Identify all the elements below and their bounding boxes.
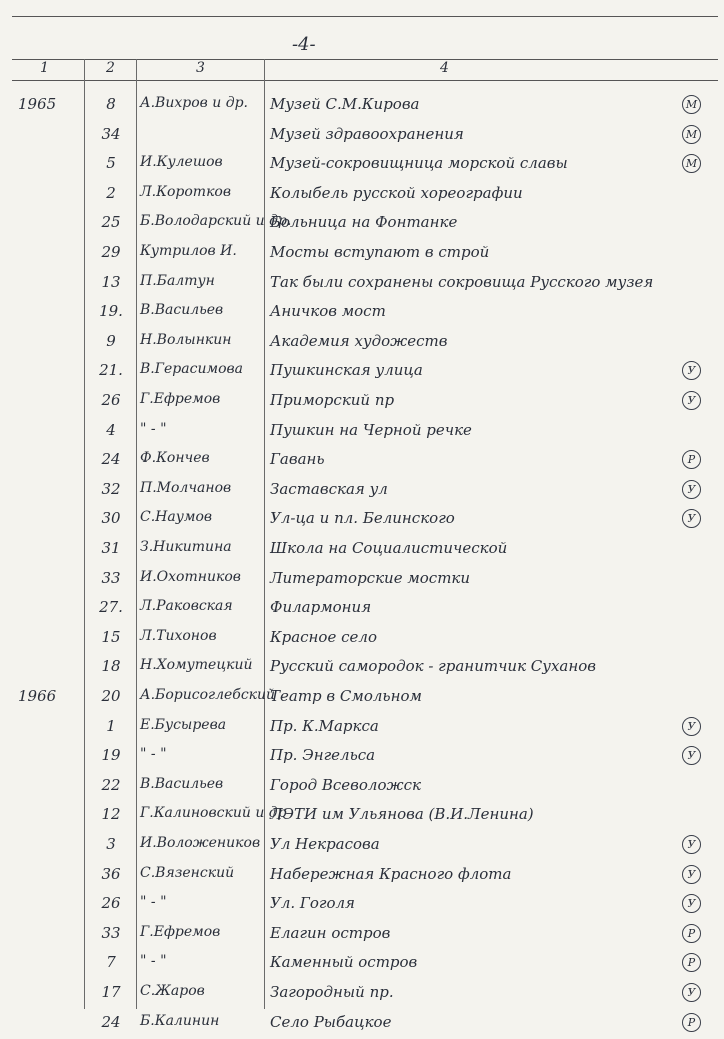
table-row bbox=[0, 894, 724, 920]
number-cell: 24 bbox=[101, 450, 121, 469]
column-header-3: 3 bbox=[196, 60, 205, 76]
top-border-line bbox=[12, 16, 718, 17]
circled-mark: Р bbox=[682, 1013, 701, 1032]
title-cell: Елагин остров bbox=[270, 923, 391, 942]
number-cell: 30 bbox=[101, 509, 121, 528]
title-cell: Набережная Красного флота bbox=[270, 864, 512, 883]
table-row bbox=[0, 273, 724, 299]
number-cell: 31 bbox=[101, 539, 121, 557]
circled-mark: У bbox=[682, 391, 701, 410]
table-row bbox=[0, 598, 724, 624]
table-row bbox=[0, 717, 724, 743]
title-cell: Колыбель русской хореографии bbox=[270, 183, 523, 202]
author-cell: " - " bbox=[140, 746, 167, 763]
number-cell: 5 bbox=[106, 154, 116, 173]
title-cell: Музей здравоохранения bbox=[270, 124, 464, 143]
author-cell: Г.Калиновский и др bbox=[140, 805, 287, 822]
author-cell: П.Молчанов bbox=[140, 479, 232, 496]
circled-mark: М bbox=[682, 95, 701, 114]
title-cell: Ул Некрасова bbox=[270, 835, 380, 853]
page-number: -4- bbox=[292, 34, 316, 55]
number-cell: 29 bbox=[101, 243, 121, 261]
author-cell: Л.Коротков bbox=[140, 183, 231, 200]
number-cell: 33 bbox=[101, 923, 121, 942]
author-cell: Б.Володарский и др. bbox=[140, 213, 292, 230]
author-cell: А.Вихров и др. bbox=[140, 95, 248, 111]
title-cell: Филармония bbox=[270, 598, 372, 617]
table-row bbox=[0, 332, 724, 358]
number-cell: 18 bbox=[101, 657, 121, 676]
table-row bbox=[0, 746, 724, 772]
title-cell: Каменный остров bbox=[270, 953, 418, 972]
number-cell: 13 bbox=[101, 272, 121, 291]
author-cell: Ф.Кончев bbox=[140, 450, 210, 467]
circled-mark: У bbox=[682, 865, 701, 884]
title-cell: Пр. Энгельса bbox=[270, 746, 376, 765]
number-cell: 32 bbox=[101, 479, 121, 498]
title-cell: Пушкин на Черной речке bbox=[270, 420, 472, 439]
table-row bbox=[0, 924, 724, 950]
author-cell: Б.Калинин bbox=[140, 1012, 220, 1029]
title-cell: Больница на Фонтанке bbox=[270, 213, 458, 232]
title-cell: Гавань bbox=[270, 450, 325, 469]
number-cell: 25 bbox=[101, 213, 121, 232]
title-cell: Музей С.М.Кирова bbox=[270, 95, 420, 113]
number-cell: 4 bbox=[106, 420, 116, 439]
number-cell: 19 bbox=[101, 746, 121, 765]
author-cell: С.Наумов bbox=[140, 509, 213, 526]
author-cell: З.Никитина bbox=[140, 539, 232, 555]
table-row bbox=[0, 421, 724, 447]
circled-mark: У bbox=[682, 835, 701, 854]
year-cell: 1965 bbox=[18, 95, 57, 113]
author-cell: П.Балтун bbox=[140, 272, 215, 289]
title-cell: Пр. К.Маркса bbox=[270, 716, 379, 735]
title-cell: Аничков мост bbox=[270, 302, 386, 321]
title-cell: Академия художеств bbox=[270, 331, 448, 350]
title-cell: Литераторские мостки bbox=[270, 568, 471, 587]
circled-mark: У bbox=[682, 361, 701, 380]
table-row bbox=[0, 805, 724, 831]
number-cell: 36 bbox=[101, 864, 121, 883]
title-cell: Музей-сокровищница морской славы bbox=[270, 154, 568, 173]
number-cell: 15 bbox=[101, 627, 121, 646]
table-row bbox=[0, 95, 724, 121]
table-row bbox=[0, 243, 724, 269]
number-cell: 1 bbox=[106, 716, 116, 735]
table-row bbox=[0, 953, 724, 979]
number-cell: 26 bbox=[101, 391, 121, 409]
number-cell: 17 bbox=[101, 983, 121, 1001]
number-cell: 19. bbox=[99, 302, 123, 321]
circled-mark: У bbox=[682, 717, 701, 736]
author-cell: В.Васильев bbox=[140, 775, 224, 792]
table-row bbox=[0, 1013, 724, 1039]
title-cell: ЛЭТИ им Ульянова (В.И.Ленина) bbox=[270, 805, 534, 824]
author-cell: С.Жаров bbox=[140, 983, 205, 999]
circled-mark: М bbox=[682, 125, 701, 144]
circled-mark: У bbox=[682, 983, 701, 1002]
title-cell: Ул-ца и пл. Белинского bbox=[270, 509, 455, 528]
table-row bbox=[0, 154, 724, 180]
table-row bbox=[0, 125, 724, 151]
circled-mark: Р bbox=[682, 450, 701, 469]
number-cell: 9 bbox=[106, 331, 116, 350]
title-cell: Школа на Социалистической bbox=[270, 539, 508, 557]
table-row bbox=[0, 657, 724, 683]
title-cell: Село Рыбацкое bbox=[270, 1012, 392, 1031]
circled-mark: Р bbox=[682, 953, 701, 972]
author-cell: Г.Ефремов bbox=[140, 391, 221, 407]
author-cell: Н.Хомутецкий bbox=[140, 657, 253, 674]
number-cell: 12 bbox=[101, 805, 121, 824]
author-cell: В.Васильев bbox=[140, 302, 224, 319]
author-cell: Е.Бусырева bbox=[140, 716, 227, 733]
column-header-2: 2 bbox=[106, 60, 115, 76]
circled-mark: У bbox=[682, 509, 701, 528]
year-cell: 1966 bbox=[18, 687, 57, 705]
author-cell: " - " bbox=[140, 894, 167, 911]
header-top-line bbox=[12, 59, 718, 60]
table-row bbox=[0, 391, 724, 417]
table-row bbox=[0, 865, 724, 891]
header-bottom-line bbox=[12, 80, 718, 81]
circled-mark: У bbox=[682, 480, 701, 499]
circled-mark: М bbox=[682, 154, 701, 173]
number-cell: 3 bbox=[106, 835, 116, 853]
table-row bbox=[0, 569, 724, 595]
number-cell: 26 bbox=[101, 894, 121, 913]
circled-mark: Р bbox=[682, 924, 701, 943]
table-row bbox=[0, 184, 724, 210]
number-cell: 27. bbox=[99, 598, 123, 617]
title-cell: Русский самородок - гранитчик Суханов bbox=[270, 657, 597, 676]
table-row bbox=[0, 361, 724, 387]
table-row bbox=[0, 835, 724, 861]
circled-mark: У bbox=[682, 746, 701, 765]
author-cell: И.Воложеников bbox=[140, 835, 261, 851]
title-cell: Ул. Гоголя bbox=[270, 894, 355, 913]
number-cell: 33 bbox=[101, 568, 121, 587]
title-cell: Красное село bbox=[270, 627, 377, 646]
number-cell: 22 bbox=[101, 775, 121, 794]
title-cell: Приморский пр bbox=[270, 391, 395, 409]
author-cell: Кутрилов И. bbox=[140, 243, 237, 259]
table-row bbox=[0, 302, 724, 328]
author-cell: А.Борисоглебский bbox=[140, 687, 276, 703]
column-header-1: 1 bbox=[40, 60, 49, 76]
title-cell: Город Всеволожск bbox=[270, 775, 421, 794]
author-cell: " - " bbox=[140, 420, 167, 437]
table-row bbox=[0, 687, 724, 713]
author-cell: И.Кулешов bbox=[140, 154, 223, 171]
number-cell: 24 bbox=[101, 1012, 121, 1031]
title-cell: Так были сохранены сокровища Русского музея bbox=[270, 272, 654, 291]
author-cell: Н.Волынкин bbox=[140, 331, 232, 348]
table-row bbox=[0, 509, 724, 535]
table-row bbox=[0, 776, 724, 802]
number-cell: 20 bbox=[101, 687, 121, 705]
author-cell: Л.Тихонов bbox=[140, 627, 217, 644]
author-cell: И.Охотников bbox=[140, 568, 241, 585]
author-cell: Г.Ефремов bbox=[140, 923, 221, 940]
title-cell: Пушкинская улица bbox=[270, 361, 423, 380]
column-header-4: 4 bbox=[440, 60, 449, 76]
number-cell: 34 bbox=[101, 124, 121, 143]
number-cell: 7 bbox=[106, 953, 116, 972]
number-cell: 21. bbox=[99, 361, 123, 380]
number-cell: 2 bbox=[106, 183, 116, 202]
table-row bbox=[0, 213, 724, 239]
title-cell: Мосты вступают в строй bbox=[270, 243, 490, 261]
number-cell: 8 bbox=[106, 95, 116, 113]
circled-mark: У bbox=[682, 894, 701, 913]
table-row bbox=[0, 628, 724, 654]
table-row bbox=[0, 480, 724, 506]
author-cell: В.Герасимова bbox=[140, 361, 243, 378]
title-cell: Загородный пр. bbox=[270, 983, 394, 1001]
author-cell: Л.Раковская bbox=[140, 598, 233, 615]
table-row bbox=[0, 983, 724, 1009]
title-cell: Заставская ул bbox=[270, 479, 388, 498]
table-row bbox=[0, 450, 724, 476]
author-cell: " - " bbox=[140, 953, 167, 970]
title-cell: Театр в Смольном bbox=[270, 687, 422, 705]
author-cell: С.Вязенский bbox=[140, 864, 235, 881]
table-row bbox=[0, 539, 724, 565]
